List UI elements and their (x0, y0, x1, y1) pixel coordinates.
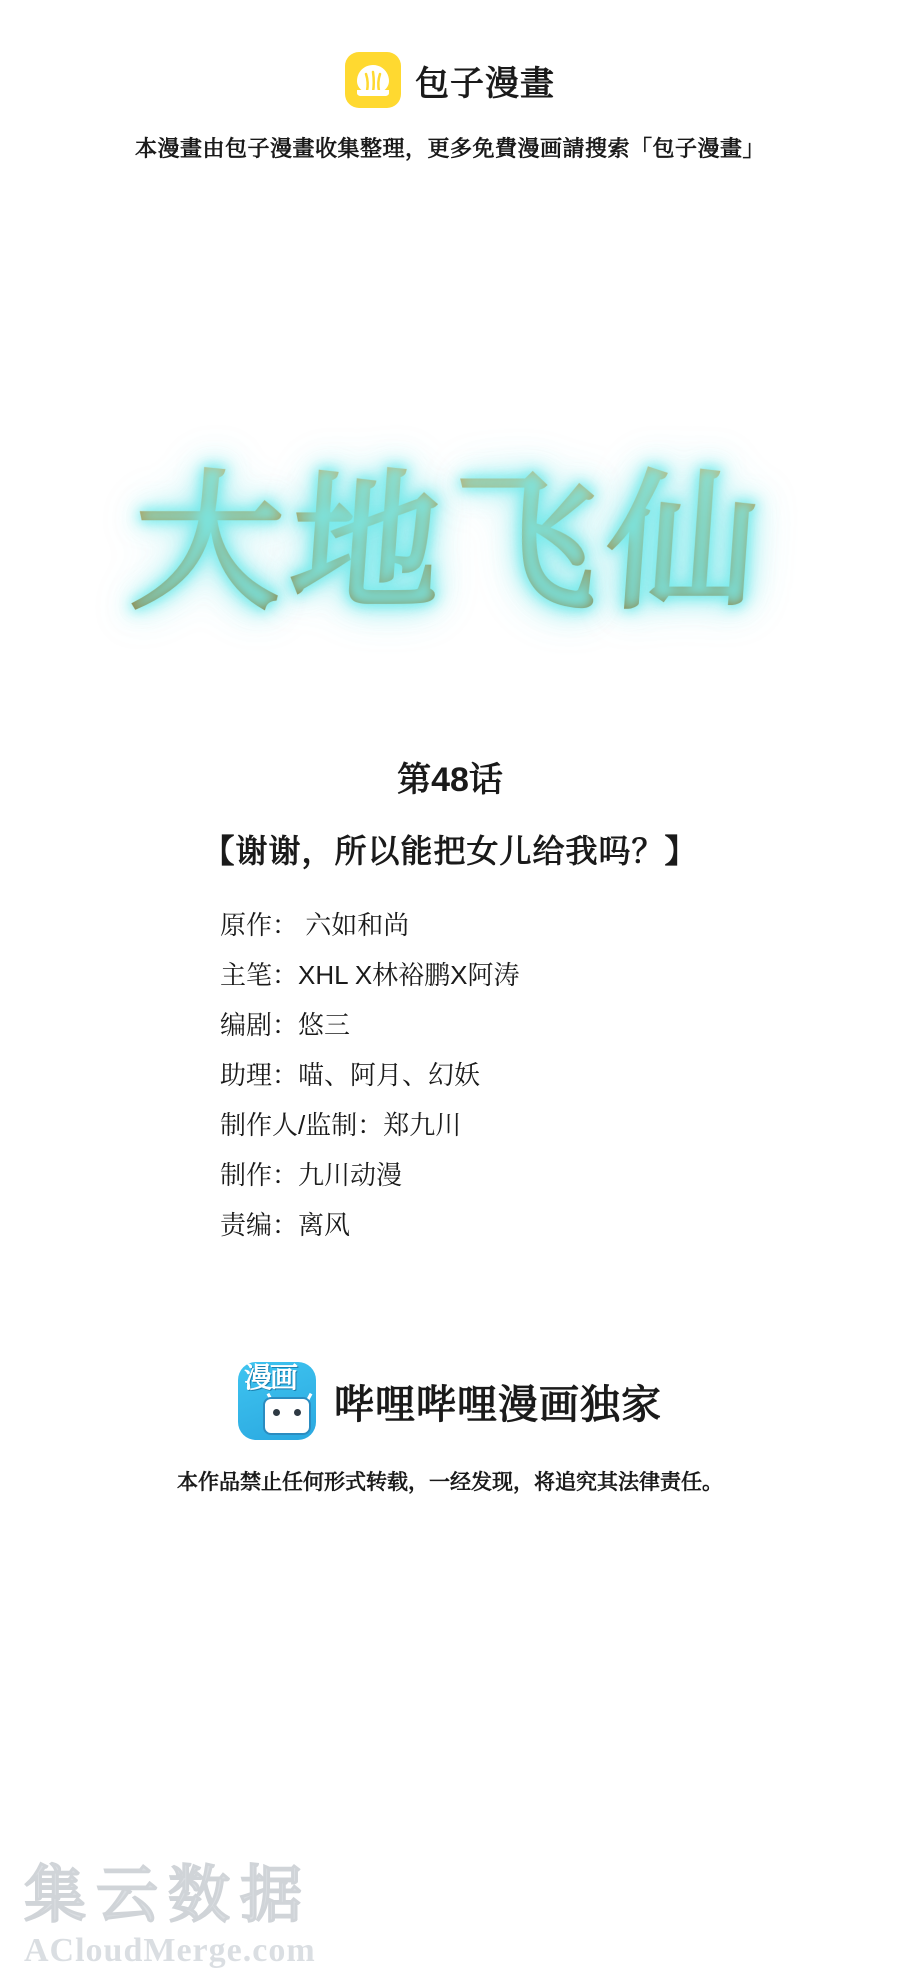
series-title-text: 大地飞仙 (126, 422, 773, 638)
credit-line: 责编：离风 (220, 1210, 351, 1240)
credit-line: 原作： 六如和尚 (220, 910, 410, 940)
watermark-en: ACloudMerge.com (24, 1932, 316, 1969)
credit-line: 制作人/监制：郑九川 (220, 1110, 462, 1140)
watermark-cn: 集云数据 (24, 1862, 313, 1930)
chapter-number: 第48话 (397, 761, 503, 799)
credit-line: 主笔：XHL X林裕鹏X阿涛 (220, 960, 520, 990)
chapter-title: 【谢谢，所以能把女儿给我吗？】 (202, 833, 698, 869)
credit-line: 编剧：悠三 (220, 1010, 351, 1040)
bilibili-exclusive-row (0, 1362, 900, 1440)
brand-header (0, 52, 900, 108)
credit-line: 制作：九川动漫 (220, 1160, 403, 1190)
watermark (24, 1862, 316, 1971)
copyright-note: 本作品禁止任何形式转载，一经发现，将追究其法律责任。 (177, 1471, 723, 1494)
brand-name: 包子漫畫 (415, 64, 555, 103)
credit-line: 助理：喵、阿月、幻妖 (220, 1060, 481, 1090)
baozi-bun-icon (345, 52, 401, 108)
bilibili-exclusive-label: 哔哩哔哩漫画独家 (334, 1382, 662, 1427)
credits-list (0, 900, 900, 1250)
series-title-art (0, 430, 900, 630)
bilibili-manga-icon: 漫画 (238, 1362, 316, 1440)
brand-note: 本漫畫由包子漫畫收集整理，更多免費漫画請搜索「包子漫畫」 (134, 136, 765, 161)
